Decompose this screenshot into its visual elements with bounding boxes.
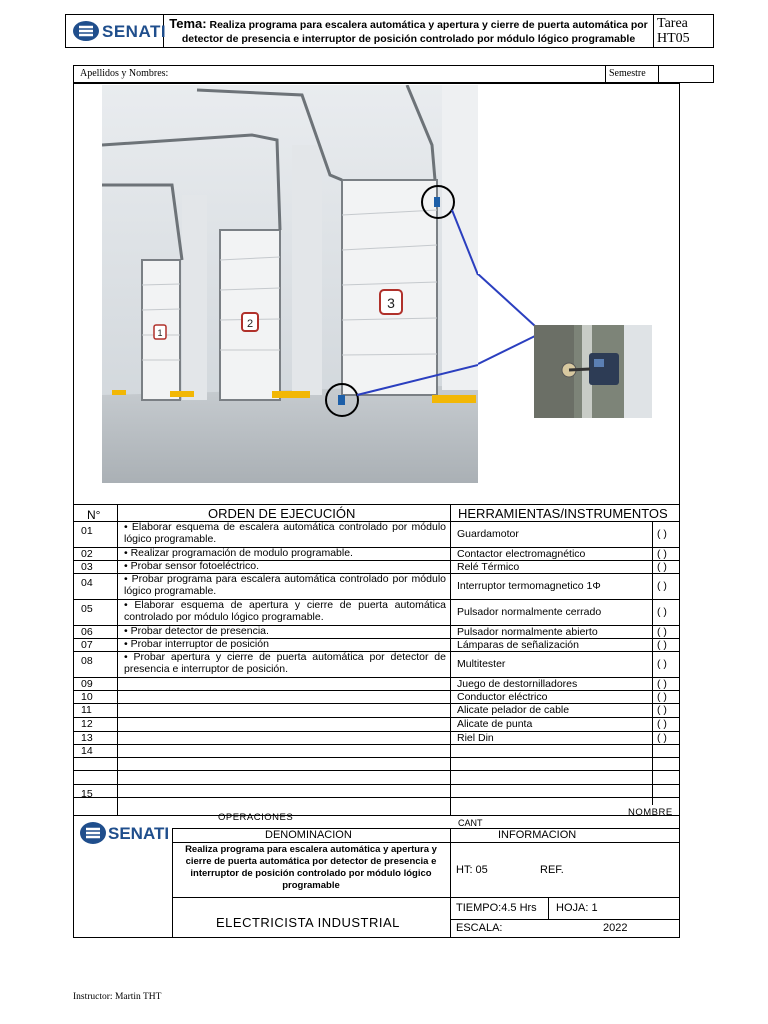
- warehouse-doors-photo: [102, 85, 478, 483]
- row-number: 11: [81, 704, 92, 716]
- row-checkbox[interactable]: ( ): [657, 658, 667, 670]
- row-herramienta: Interruptor termomagnetico 1Φ: [457, 580, 601, 592]
- tema-text: Realiza programa para escalera automática y apertura y cierre de puerta automática por detector de presencia e interruptor de posición controlado por módulo lógico programable: [181, 19, 648, 45]
- sensor-closeup-photo: [534, 325, 652, 418]
- senati-footer-logo: [78, 819, 170, 847]
- row-herramienta: Juego de destornilladores: [457, 678, 578, 690]
- row-herramienta: Alicate de punta: [457, 718, 533, 730]
- instructor-text: Instructor: Martin THT: [73, 992, 162, 1002]
- denominacion-label: DENOMINACION: [265, 829, 352, 841]
- col-number-header: N°: [87, 508, 101, 522]
- senati-footer-logo-icon: [78, 819, 108, 847]
- row-checkbox[interactable]: ( ): [657, 548, 667, 560]
- row-checkbox[interactable]: ( ): [657, 718, 667, 730]
- hoja-value: HOJA: 1: [556, 902, 598, 914]
- row-orden: • Probar interruptor de posición: [124, 638, 269, 650]
- row-herramienta: Guardamotor: [457, 528, 519, 540]
- row-number: 15: [81, 788, 93, 800]
- semester-label: Semestre: [609, 68, 646, 79]
- specialty-label: ELECTRICISTA INDUSTRIAL: [216, 915, 400, 930]
- col-orden-header: ORDEN DE EJECUCIÓN: [208, 506, 356, 521]
- row-number: 03: [81, 561, 93, 573]
- col-herramientas-header: HERRAMIENTAS/INSTRUMENTOS: [458, 506, 668, 521]
- row-herramienta: Pulsador normalmente cerrado: [457, 606, 602, 618]
- row-herramienta: Conductor eléctrico: [457, 691, 548, 703]
- ht-value: HT: 05: [456, 864, 488, 876]
- tiempo-value: TIEMPO:4.5 Hrs: [456, 902, 537, 914]
- row-checkbox[interactable]: ( ): [657, 678, 667, 690]
- row-checkbox[interactable]: ( ): [657, 561, 667, 573]
- row-checkbox[interactable]: ( ): [657, 704, 667, 716]
- photo-illustration: [102, 85, 478, 483]
- row-number: 12: [81, 718, 93, 730]
- ref-label: REF.: [540, 864, 564, 876]
- row-number: 13: [81, 732, 93, 744]
- name-row: [73, 65, 714, 83]
- row-checkbox[interactable]: ( ): [657, 580, 667, 592]
- informacion-label: INFORMACION: [498, 829, 577, 841]
- tarea-cell: [654, 15, 714, 47]
- door-number-1: 1: [157, 328, 163, 338]
- row-checkbox[interactable]: ( ): [657, 732, 667, 744]
- row-orden: • Probar detector de presencia.: [124, 625, 269, 637]
- row-orden: • Elaborar esquema de escalera automática controlado por módulo lógico programable.: [124, 521, 446, 545]
- tarea-code: HT05: [657, 31, 690, 46]
- row-number: 01: [81, 525, 93, 537]
- row-herramienta: Alicate pelador de cable: [457, 704, 570, 716]
- tema-label: Tema:: [169, 16, 207, 31]
- row-number: 09: [81, 678, 93, 690]
- row-number: 06: [81, 626, 93, 638]
- door-number-2: 2: [246, 318, 254, 330]
- row-orden: • Probar programa para escalera automática controlado por módulo lógico programable.: [124, 573, 446, 597]
- row-herramienta: Contactor electromagnético: [457, 548, 586, 560]
- row-checkbox[interactable]: ( ): [657, 528, 667, 540]
- row-herramienta: Multitester: [457, 658, 506, 670]
- denominacion-description: Realiza programa para escalera automática y apertura y cierre de puerta automática por detector de presencia e interruptor de posición controlado por módulo lógico programable: [185, 844, 437, 891]
- row-number: 07: [81, 639, 93, 651]
- row-number: 05: [81, 603, 93, 615]
- row-herramienta: Pulsador normalmente abierto: [457, 626, 598, 638]
- row-herramienta: Lámparas de señalización: [457, 639, 579, 651]
- row-herramienta: Relé Térmico: [457, 561, 520, 573]
- senati-logo: [66, 15, 167, 47]
- worksheet-frame: [73, 83, 680, 938]
- logo-text: SENATI: [102, 22, 167, 41]
- operaciones-label: OPERACIONES: [218, 812, 294, 823]
- escala-label: ESCALA:: [456, 922, 503, 934]
- nombre-label: NOMBRE: [628, 807, 673, 818]
- row-checkbox[interactable]: ( ): [657, 691, 667, 703]
- footer-logo-text: SENATI: [108, 824, 170, 843]
- row-checkbox[interactable]: ( ): [657, 606, 667, 618]
- header-box: [65, 14, 714, 48]
- row-orden: • Elaborar esquema de apertura y cierre de puerta automática controlado por módulo lógico programable.: [124, 599, 446, 623]
- row-number: 14: [81, 745, 93, 757]
- row-checkbox[interactable]: ( ): [657, 626, 667, 638]
- name-label: Apellidos y Nombres:: [80, 68, 169, 79]
- row-orden: • Probar apertura y cierre de puerta automática por detector de presencia e interruptor de posición.: [124, 651, 446, 675]
- row-number: 04: [81, 577, 93, 589]
- row-number: 10: [81, 691, 93, 703]
- sensor-closeup-illustration: [534, 325, 652, 418]
- row-number: 08: [81, 655, 93, 667]
- tema-cell: [164, 15, 654, 47]
- row-checkbox[interactable]: ( ): [657, 639, 667, 651]
- row-number: 02: [81, 548, 93, 560]
- cant-label: CANT: [458, 818, 483, 828]
- tarea-label: Tarea: [657, 16, 688, 31]
- door-number-3: 3: [387, 295, 395, 311]
- row-orden: • Probar sensor fotoeléctrico.: [124, 560, 259, 572]
- row-orden: • Realizar programación de modulo programable.: [124, 547, 353, 559]
- row-herramienta: Riel Din: [457, 732, 494, 744]
- year-value: 2022: [603, 922, 628, 934]
